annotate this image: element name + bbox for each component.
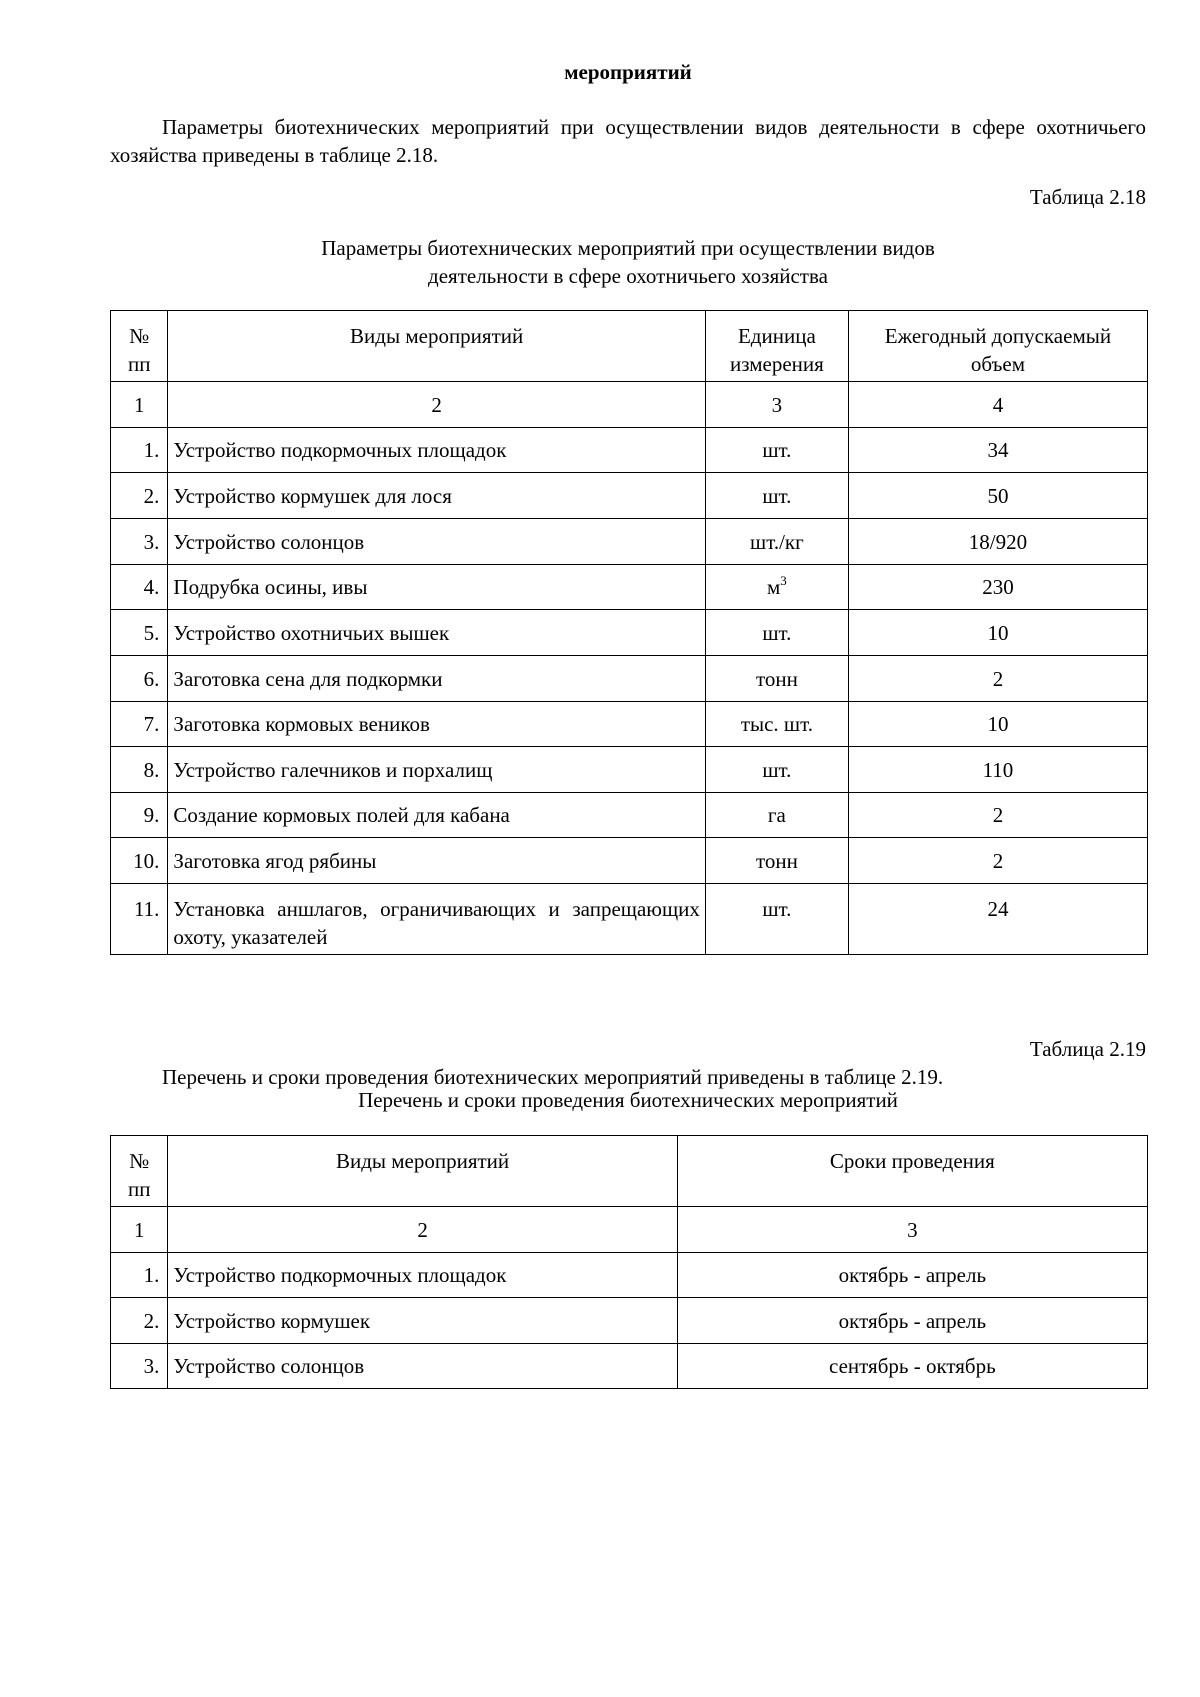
table-2-18-label: Таблица 2.18 bbox=[1029, 185, 1146, 209]
header-kind: Виды мероприятий bbox=[168, 1136, 677, 1207]
row-num: 1. bbox=[111, 428, 168, 473]
row-volume: 10 bbox=[848, 702, 1147, 747]
colnum-cell: 2 bbox=[168, 1207, 677, 1253]
header-kind: Виды мероприятий bbox=[168, 311, 705, 382]
row-kind: Устройство кормушек для лося bbox=[168, 473, 705, 519]
unit-superscript: 3 bbox=[780, 573, 787, 588]
row-unit: $м^3$ bbox=[705, 565, 848, 610]
row-num: 8. bbox=[111, 747, 168, 793]
row-num: 3. bbox=[111, 1344, 168, 1389]
row-kind: Заготовка сена для подкормки bbox=[168, 656, 705, 702]
row-kind: Устройство подкормочных площадок bbox=[168, 428, 705, 473]
row-volume: 24 bbox=[848, 884, 1147, 955]
paragraph-2: Перечень и сроки проведения биотехнических мероприятий приведены в таблице 2.19. bbox=[162, 1065, 944, 1089]
table-2-19-label: Таблица 2.19 bbox=[1029, 1037, 1146, 1061]
row-num: 2. bbox=[111, 473, 168, 519]
row-num: 4. bbox=[111, 565, 168, 610]
row-kind: Заготовка ягод рябины bbox=[168, 838, 705, 884]
table-2-18-caption bbox=[110, 234, 1146, 290]
row-volume: 2 bbox=[848, 838, 1147, 884]
colnum-cell: 1 bbox=[111, 382, 168, 428]
table-header-row bbox=[111, 311, 1148, 382]
row-num: 9. bbox=[111, 793, 168, 838]
table-row bbox=[111, 838, 1148, 884]
colnum-cell: 4 bbox=[848, 382, 1147, 428]
header-num: № пп bbox=[111, 311, 168, 382]
colnum-cell: 2 bbox=[168, 382, 705, 428]
row-unit: тыс. шт. bbox=[705, 702, 848, 747]
row-unit: шт. bbox=[705, 473, 848, 519]
row-num: 5. bbox=[111, 610, 168, 656]
header-unit: Единица измерения bbox=[705, 311, 848, 382]
table-row bbox=[111, 1253, 1148, 1298]
row-volume: 230 bbox=[848, 565, 1147, 610]
table-row bbox=[111, 473, 1148, 519]
table-row bbox=[111, 1344, 1148, 1389]
row-kind: Подрубка осины, ивы bbox=[168, 565, 705, 610]
table-header-row bbox=[111, 1136, 1148, 1207]
row-unit: шт./кг bbox=[705, 519, 848, 565]
row-num: 6. bbox=[111, 656, 168, 702]
header-period: Сроки проведения bbox=[677, 1136, 1147, 1207]
row-unit: шт. bbox=[705, 428, 848, 473]
table-row bbox=[111, 428, 1148, 473]
row-num: 11. bbox=[111, 884, 168, 955]
caption-line: Параметры биотехнических мероприятий при осуществлении видов bbox=[321, 236, 935, 260]
row-volume: 50 bbox=[848, 473, 1147, 519]
row-unit: шт. bbox=[705, 884, 848, 955]
table-2-18 bbox=[110, 310, 1148, 955]
row-volume: 110 bbox=[848, 747, 1147, 793]
row-unit: тонн bbox=[705, 656, 848, 702]
colnum-cell: 3 bbox=[705, 382, 848, 428]
row-unit: га bbox=[705, 793, 848, 838]
row-kind: Установка аншлагов, ограничивающих и запрещающих охоту, указателей bbox=[168, 884, 705, 955]
row-kind: Устройство кормушек bbox=[168, 1298, 677, 1344]
row-kind: Создание кормовых полей для кабана bbox=[168, 793, 705, 838]
intro-paragraph: Параметры биотехнических мероприятий при осуществлении видов деятельности в сфере охотничьего хозяйства приведены в таблице 2.18. bbox=[110, 115, 1146, 167]
row-volume: 2 bbox=[848, 793, 1147, 838]
row-volume: 18/920 bbox=[848, 519, 1147, 565]
section-heading: мероприятий bbox=[564, 60, 692, 84]
column-number-row bbox=[111, 1207, 1148, 1253]
row-kind: Устройство солонцов bbox=[168, 519, 705, 565]
table-row bbox=[111, 1298, 1148, 1344]
row-kind: Заготовка кормовых веников bbox=[168, 702, 705, 747]
row-period: октябрь - апрель bbox=[677, 1298, 1147, 1344]
row-kind: Устройство подкормочных площадок bbox=[168, 1253, 677, 1298]
table-row bbox=[111, 793, 1148, 838]
caption-line: деятельности в сфере охотничьего хозяйства bbox=[428, 264, 828, 288]
row-unit: шт. bbox=[705, 747, 848, 793]
colnum-cell: 3 bbox=[677, 1207, 1147, 1253]
column-number-row bbox=[111, 382, 1148, 428]
header-volume: Ежегодный допускаемый объем bbox=[848, 311, 1147, 382]
row-unit: шт. bbox=[705, 610, 848, 656]
table-2-19 bbox=[110, 1135, 1148, 1389]
table-row bbox=[111, 565, 1148, 610]
table-row bbox=[111, 519, 1148, 565]
row-kind: Устройство галечников и порхалищ bbox=[168, 747, 705, 793]
row-period: октябрь - апрель bbox=[677, 1253, 1147, 1298]
row-num: 10. bbox=[111, 838, 168, 884]
table-row bbox=[111, 884, 1148, 955]
header-num: № пп bbox=[111, 1136, 168, 1207]
colnum-cell: 1 bbox=[111, 1207, 168, 1253]
row-unit: тонн bbox=[705, 838, 848, 884]
table-row bbox=[111, 747, 1148, 793]
table-row bbox=[111, 610, 1148, 656]
table-row bbox=[111, 656, 1148, 702]
row-kind: Устройство солонцов bbox=[168, 1344, 677, 1389]
row-num: 7. bbox=[111, 702, 168, 747]
row-kind: Устройство охотничьих вышек bbox=[168, 610, 705, 656]
table-row bbox=[111, 702, 1148, 747]
row-num: 1. bbox=[111, 1253, 168, 1298]
row-num: 2. bbox=[111, 1298, 168, 1344]
row-volume: 2 bbox=[848, 656, 1147, 702]
row-volume: 34 bbox=[848, 428, 1147, 473]
row-volume: 10 bbox=[848, 610, 1147, 656]
table-2-19-caption: Перечень и сроки проведения биотехнических мероприятий bbox=[358, 1088, 898, 1112]
row-period: сентябрь - октябрь bbox=[677, 1344, 1147, 1389]
row-num: 3. bbox=[111, 519, 168, 565]
